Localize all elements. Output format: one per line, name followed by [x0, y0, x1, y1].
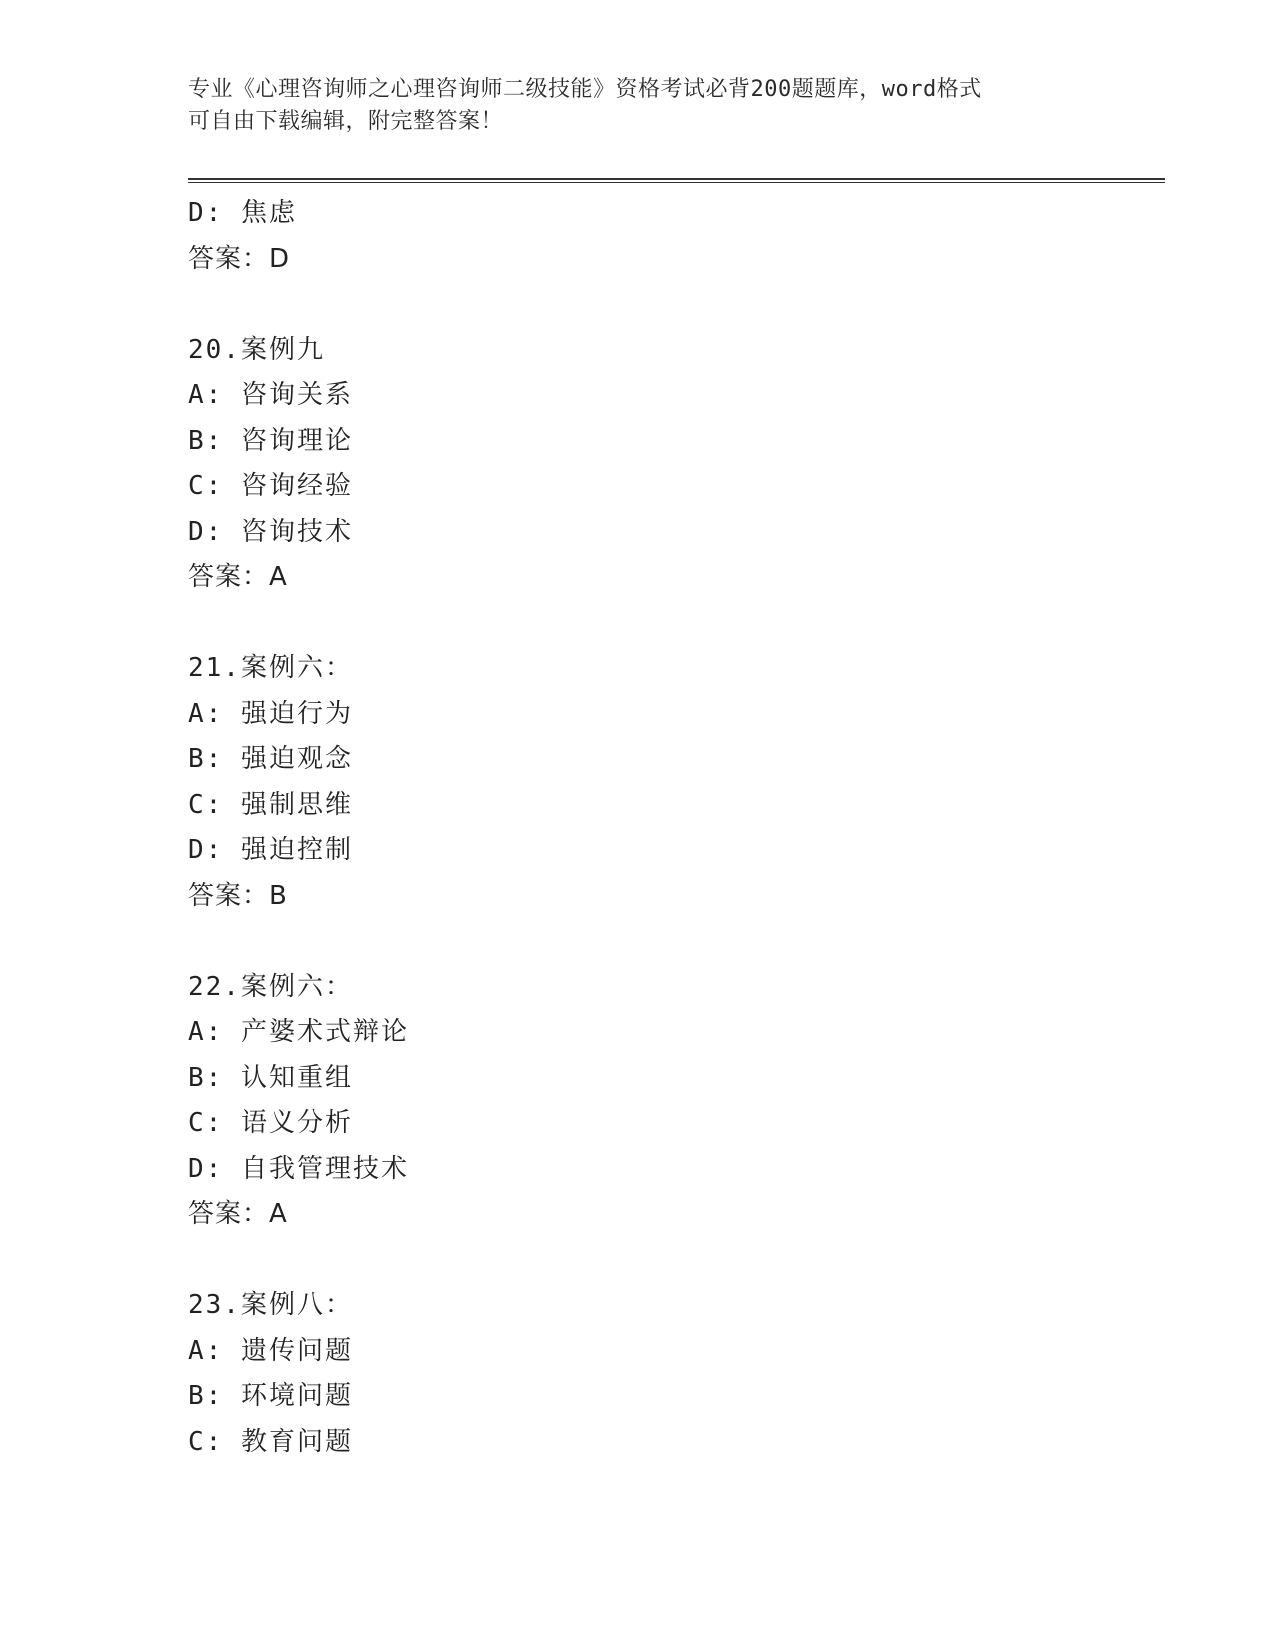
option-d: D: 焦虑 [188, 198, 297, 228]
option-d: D: 自我管理技术 [188, 1153, 409, 1184]
option-a: A: 产婆术式辩论 [188, 1017, 409, 1047]
option-d: D: 咨询技术 [188, 516, 353, 547]
question-block-21 [188, 646, 1165, 919]
option-b: B: 强迫观念 [188, 744, 353, 774]
question-stem: 23.案例八： [188, 1290, 353, 1320]
answer-line: 答案：A [188, 1199, 288, 1229]
question-stem: 21.案例六： [188, 653, 353, 683]
option-a: A: 咨询关系 [188, 380, 353, 410]
question-list [188, 191, 1165, 1465]
option-b: B: 环境问题 [188, 1381, 353, 1411]
answer-line: 答案：D [188, 243, 291, 274]
answer-line: 答案：A [188, 562, 288, 592]
question-stem: 20.案例九 [188, 334, 325, 365]
option-c: C: 教育问题 [188, 1426, 353, 1457]
spacer [188, 919, 1165, 965]
document-header [188, 74, 1088, 138]
option-c: C: 咨询经验 [188, 471, 353, 501]
option-a: A: 遗传问题 [188, 1335, 353, 1366]
header-title-line-1: 专业《心理咨询师之心理咨询师二级技能》资格考试必背200题题库，word格式 [188, 77, 982, 102]
option-a: A: 强迫行为 [188, 698, 353, 729]
question-stem: 22.案例六： [188, 971, 353, 1002]
option-b: B: 咨询理论 [188, 425, 353, 456]
option-d: D: 强迫控制 [188, 835, 353, 865]
option-c: C: 强制思维 [188, 789, 353, 820]
option-c: C: 语义分析 [188, 1108, 353, 1138]
header-title-line-2: 可自由下载编辑，附完整答案！ [188, 109, 504, 134]
option-b: B: 认知重组 [188, 1062, 353, 1093]
spacer [188, 282, 1165, 328]
spacer [188, 1238, 1165, 1284]
question-block-22 [188, 965, 1165, 1238]
header-divider [188, 178, 1165, 183]
question-block-23 [188, 1283, 1165, 1465]
spacer [188, 601, 1165, 647]
answer-line: 答案：B [188, 880, 288, 911]
question-block-20 [188, 328, 1165, 601]
